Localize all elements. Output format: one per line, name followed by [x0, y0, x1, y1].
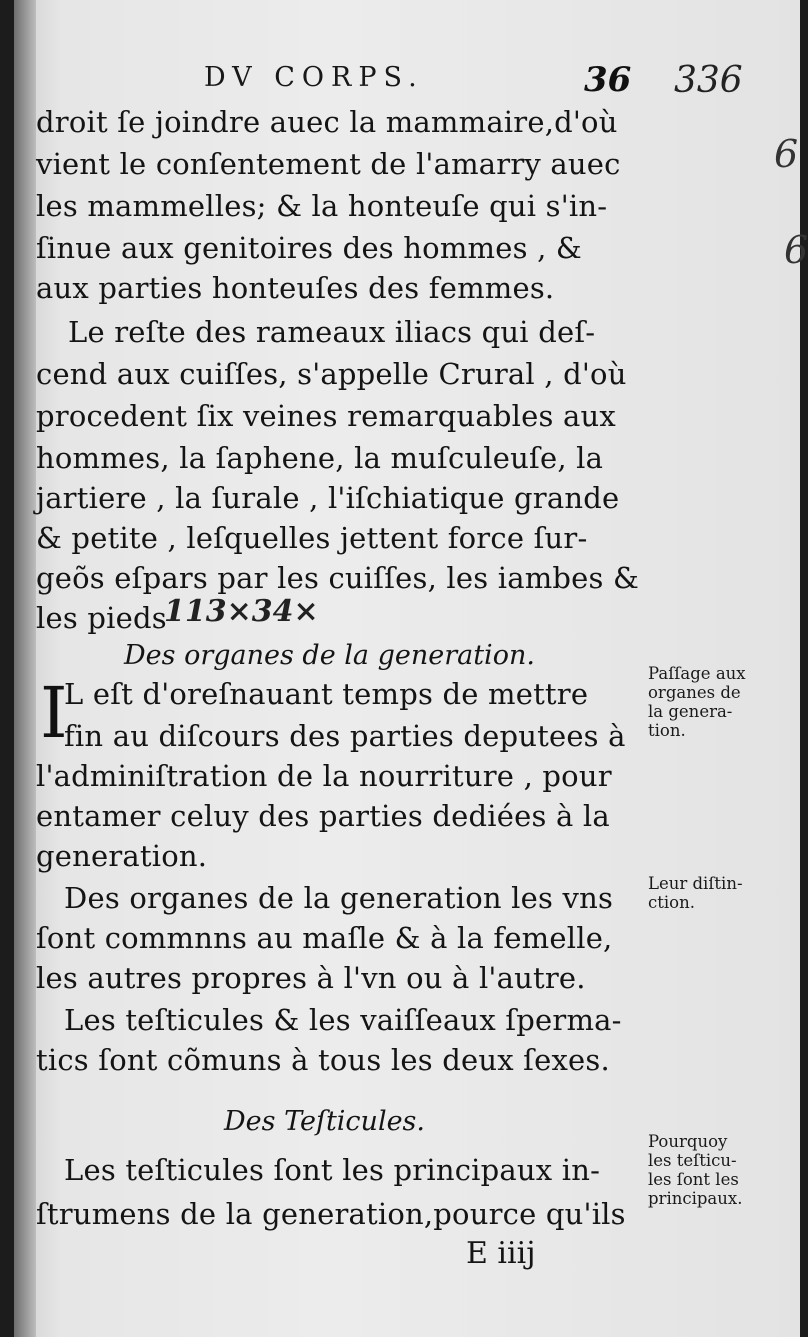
text-line: ſont commnns au maſle & à la femelle, — [36, 921, 613, 955]
section-heading: Des organes de la generation. — [124, 640, 535, 671]
text-line: generation. — [36, 839, 208, 873]
text-line: fin au diſcours des parties deputees à — [64, 719, 626, 753]
marginal-note — [648, 1132, 798, 1208]
marginal-note-line: Paſſage aux — [648, 664, 746, 683]
text-line: tics ſont cõmuns à tous les deux ſexes. — [36, 1043, 610, 1077]
folio-number-ink: 36 — [584, 60, 632, 100]
text-line: entamer celuy des parties dediées à la — [36, 799, 610, 833]
text-line: l'adminiſtration de la nourriture , pour — [36, 759, 612, 793]
handwritten-annotation: 113×34× — [164, 594, 319, 629]
text-line: Les teſticules ſont les principaux in- — [64, 1153, 601, 1187]
marginal-note-line: les ſont les — [648, 1170, 739, 1189]
margin-mark: 6 — [784, 228, 808, 272]
text-line: les pieds — [36, 601, 167, 635]
section-heading: Des Teſticules. — [224, 1106, 425, 1137]
marginal-note-line: les teſticu- — [648, 1151, 737, 1170]
text-line: ſtrumens de la generation,pource qu'ils — [36, 1197, 626, 1231]
signature-mark: E iiij — [466, 1236, 536, 1271]
text-line: hommes, la ſaphene, la muſculeuſe, la — [36, 441, 604, 475]
book-page — [14, 0, 808, 1337]
text-line: Des organes de la generation les vns — [64, 881, 614, 915]
folio-number-handwritten: 336 — [674, 60, 743, 101]
marginal-note-line: organes de — [648, 683, 741, 702]
page-gutter — [14, 0, 36, 1337]
marginal-note-line: ction. — [648, 893, 695, 912]
marginal-note-line: la genera- — [648, 702, 733, 721]
text-line: Les teſticules & les vaiſſeaux ſperma- — [64, 1003, 622, 1037]
running-title: DV CORPS. — [204, 62, 424, 93]
margin-mark: 6 — [774, 132, 799, 176]
marginal-note — [648, 874, 798, 912]
text-line: ſinue aux genitoires des hommes , & — [36, 231, 582, 265]
marginal-note-line: Pourquoy — [648, 1132, 728, 1151]
marginal-note-line: principaux. — [648, 1189, 743, 1208]
marginal-note-line: Leur diſtin- — [648, 874, 743, 893]
text-line: cend aux cuiſſes, s'appelle Crural , d'où — [36, 357, 627, 391]
text-line: L eſt d'oreſnauant temps de mettre — [64, 677, 589, 711]
text-line: droit ſe joindre auec la mammaire,d'où — [36, 105, 618, 139]
text-line: vient le conſentement de l'amarry auec — [36, 147, 621, 181]
marginal-note-line: tion. — [648, 721, 686, 740]
text-line: jartiere , la ſurale , l'iſchiatique grande — [36, 481, 620, 515]
text-line: aux parties honteuſes des femmes. — [36, 271, 555, 305]
drop-capital: I — [40, 672, 68, 754]
text-line: Le reſte des rameaux iliacs qui deſ- — [68, 315, 596, 349]
text-line: les autres propres à l'vn ou à l'autre. — [36, 961, 586, 995]
text-line: geõs eſpars par les cuiſſes, les iambes & — [36, 561, 640, 595]
text-line: les mammelles; & la honteuſe qui s'in- — [36, 189, 608, 223]
text-line: & petite , leſquelles jettent force ſur- — [36, 521, 588, 555]
marginal-note — [648, 664, 798, 740]
text-line: procedent ſix veines remarquables aux — [36, 399, 616, 433]
